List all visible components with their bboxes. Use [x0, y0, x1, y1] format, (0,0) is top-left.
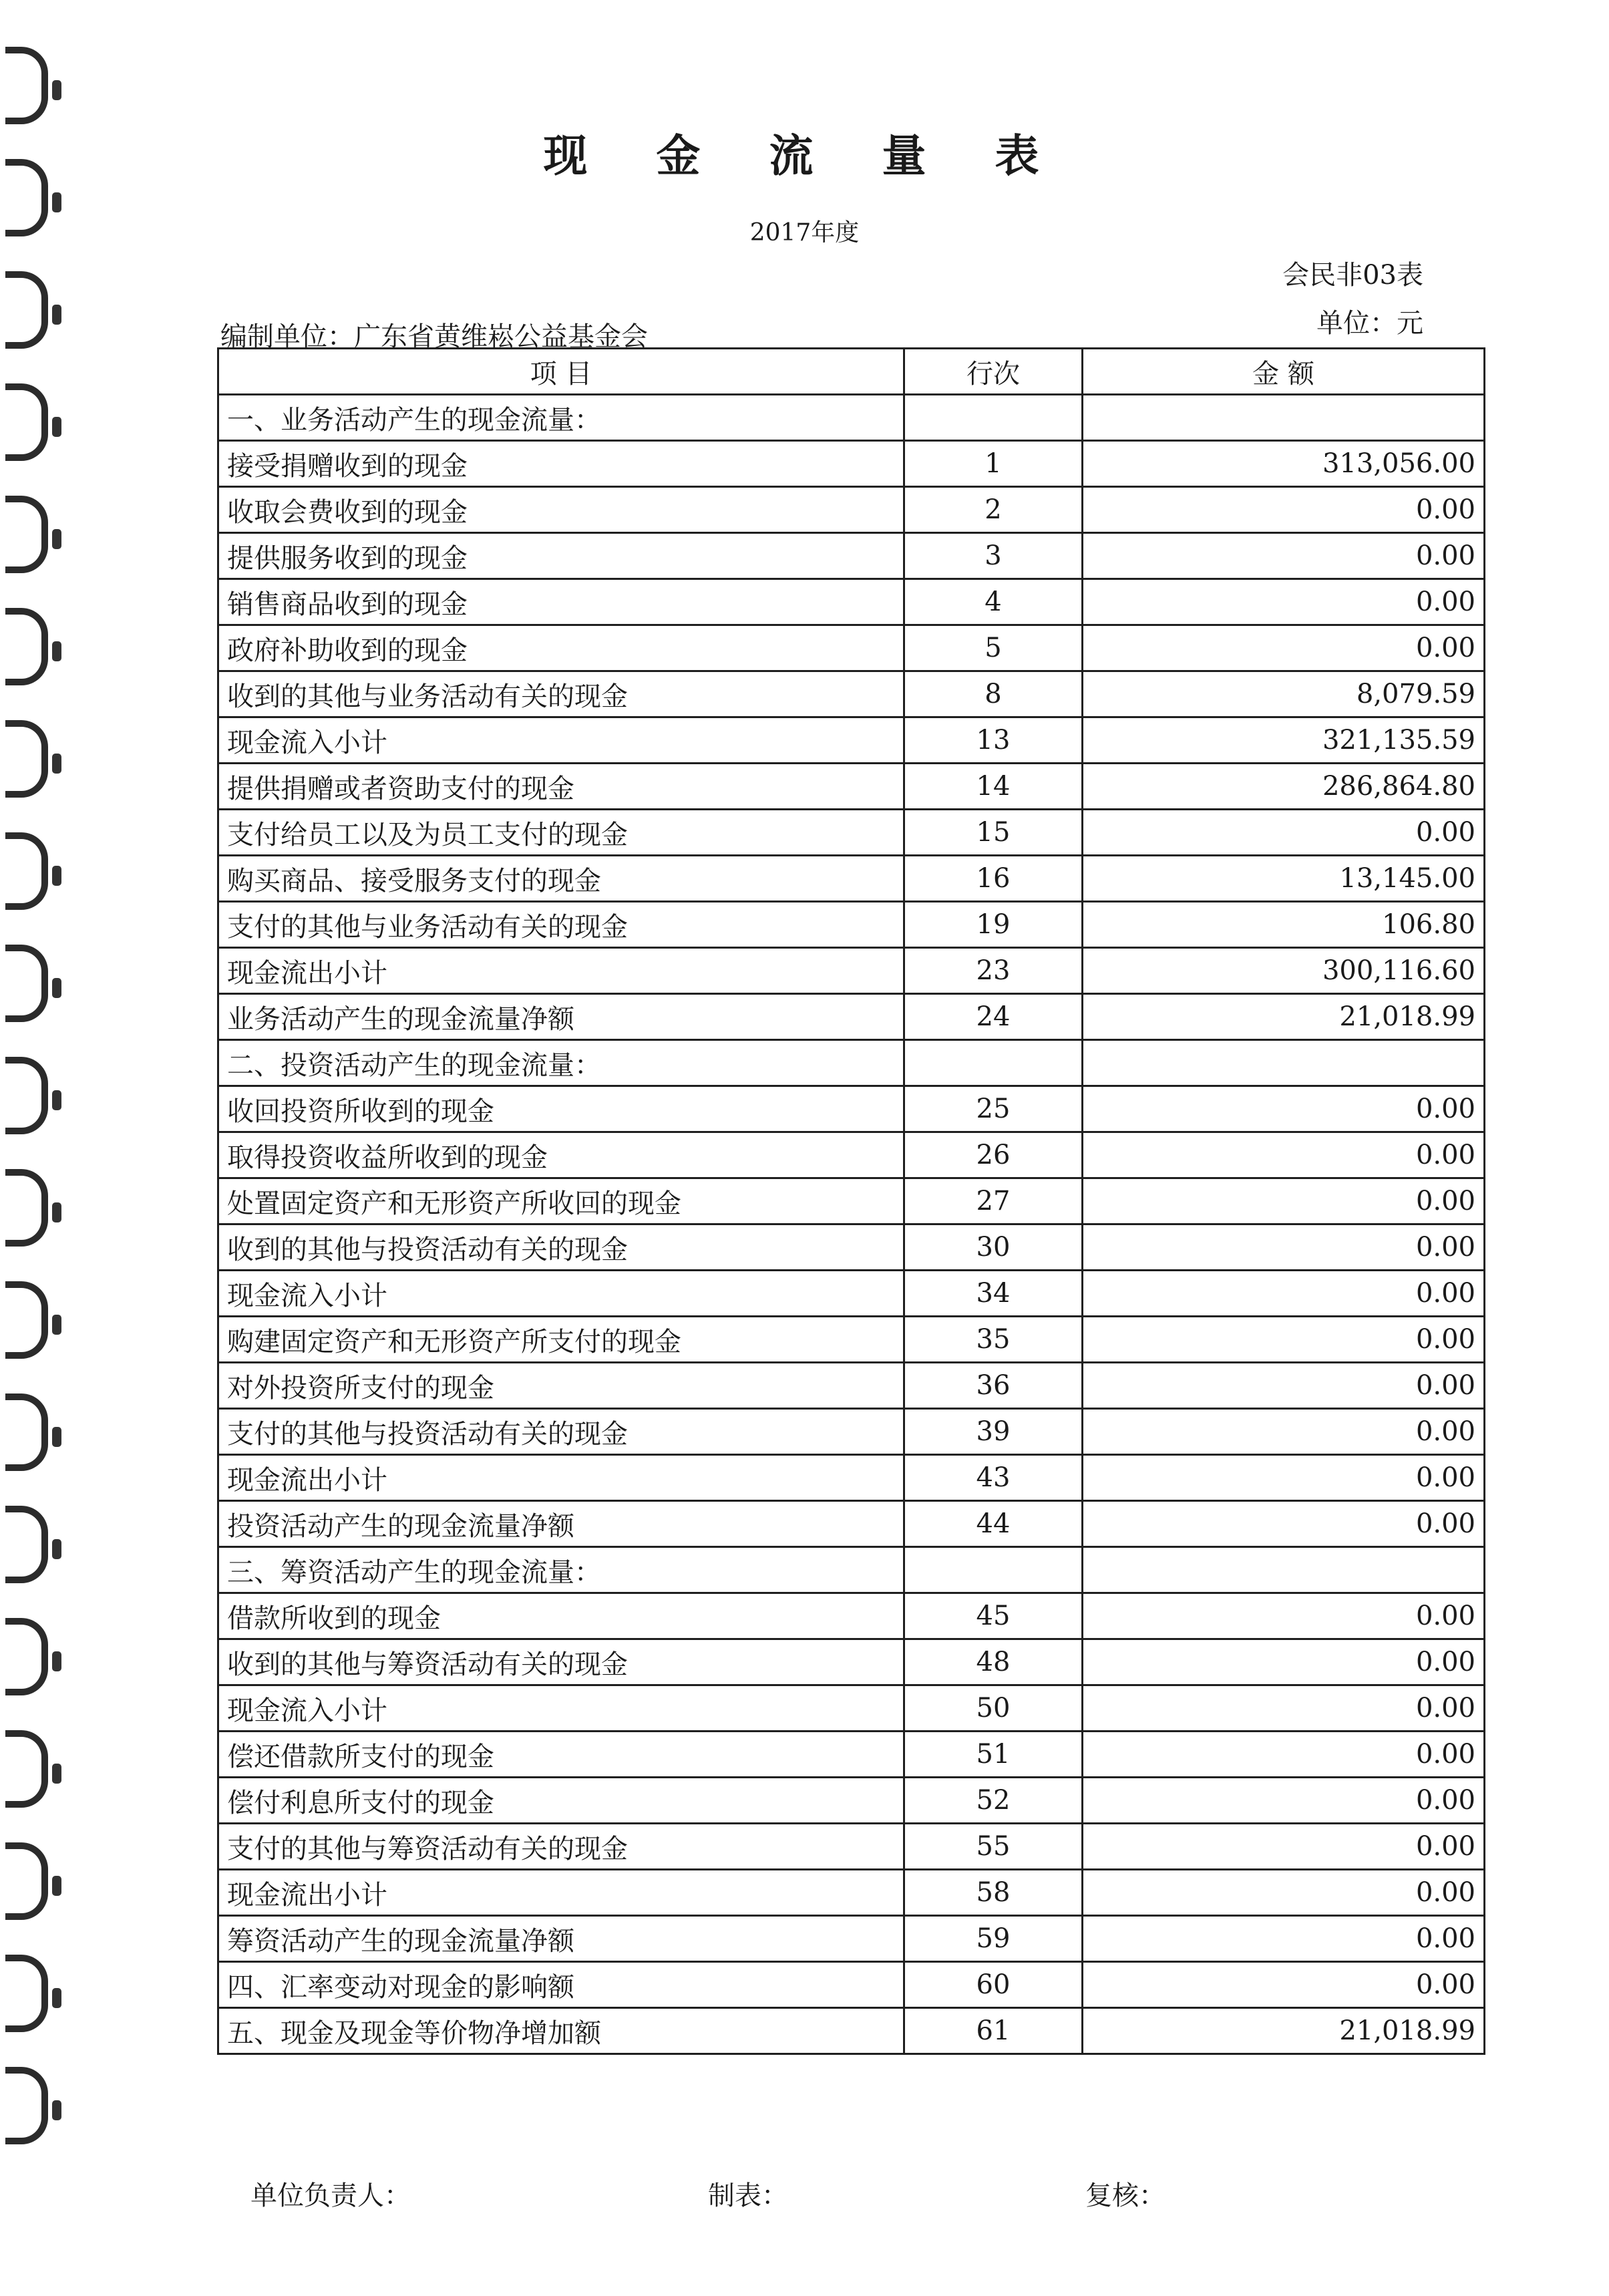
table-row — [218, 1916, 1485, 1962]
table-row — [218, 810, 1485, 856]
table-row — [218, 902, 1485, 948]
row-item: 处置固定资产和无形资产所收回的现金 — [218, 1178, 904, 1224]
table-row — [218, 1685, 1485, 1732]
row-amount: 300,116.60 — [1083, 948, 1485, 994]
row-item: 收到的其他与投资活动有关的现金 — [218, 1224, 904, 1271]
binding-coil — [5, 383, 48, 461]
row-line-number: 23 — [904, 948, 1083, 994]
table-row — [218, 994, 1485, 1040]
row-amount: 0.00 — [1083, 1639, 1485, 1685]
binding-coil — [5, 1955, 48, 2032]
row-item: 二、投资活动产生的现金流量： — [218, 1040, 904, 1086]
row-line-number: 2 — [904, 487, 1083, 533]
row-line-number: 24 — [904, 994, 1083, 1040]
table-row — [218, 1547, 1485, 1593]
binding-coil — [5, 2067, 48, 2144]
row-amount: 0.00 — [1083, 1501, 1485, 1547]
row-amount — [1083, 1547, 1485, 1593]
form-code: 会民非03表 — [1282, 260, 1423, 291]
currency-unit: 单位：元 — [1316, 308, 1423, 339]
row-amount: 313,056.00 — [1083, 441, 1485, 487]
table-body — [218, 395, 1485, 2054]
row-item: 现金流入小计 — [218, 717, 904, 764]
binding-coil — [5, 1842, 48, 1920]
row-item: 支付的其他与筹资活动有关的现金 — [218, 1824, 904, 1870]
binding-coil — [5, 496, 48, 573]
row-amount: 0.00 — [1083, 1178, 1485, 1224]
row-item: 提供服务收到的现金 — [218, 533, 904, 579]
table-row — [218, 1778, 1485, 1824]
row-item: 借款所收到的现金 — [218, 1593, 904, 1639]
table-row — [218, 948, 1485, 994]
binding-coil — [5, 47, 48, 124]
row-line-number: 36 — [904, 1363, 1083, 1409]
table-row — [218, 1363, 1485, 1409]
table-row — [218, 1086, 1485, 1132]
table-header-row — [218, 349, 1485, 395]
header-item: 项 目 — [218, 349, 904, 395]
binding-coil — [5, 271, 48, 349]
row-item: 一、业务活动产生的现金流量： — [218, 395, 904, 441]
row-line-number: 13 — [904, 717, 1083, 764]
row-item: 取得投资收益所收到的现金 — [218, 1132, 904, 1178]
row-line-number: 14 — [904, 764, 1083, 810]
table-row — [218, 1593, 1485, 1639]
row-amount: 0.00 — [1083, 1778, 1485, 1824]
header-amount: 金 额 — [1083, 349, 1485, 395]
row-item: 业务活动产生的现金流量净额 — [218, 994, 904, 1040]
row-line-number: 8 — [904, 671, 1083, 717]
row-item: 收到的其他与业务活动有关的现金 — [218, 671, 904, 717]
row-item: 现金流入小计 — [218, 1685, 904, 1732]
row-line-number: 4 — [904, 579, 1083, 625]
table-row — [218, 1639, 1485, 1685]
row-amount: 0.00 — [1083, 1132, 1485, 1178]
row-line-number: 30 — [904, 1224, 1083, 1271]
binding-coil — [5, 1281, 48, 1359]
row-amount: 0.00 — [1083, 1317, 1485, 1363]
row-item: 现金流出小计 — [218, 1455, 904, 1501]
row-amount: 21,018.99 — [1083, 994, 1485, 1040]
binding-coil — [5, 832, 48, 910]
row-line-number: 50 — [904, 1685, 1083, 1732]
row-line-number: 55 — [904, 1824, 1083, 1870]
row-item: 偿付利息所支付的现金 — [218, 1778, 904, 1824]
table-row — [218, 395, 1485, 441]
row-amount: 0.00 — [1083, 1685, 1485, 1732]
row-item: 提供捐赠或者资助支付的现金 — [218, 764, 904, 810]
row-amount: 0.00 — [1083, 1824, 1485, 1870]
row-amount: 0.00 — [1083, 625, 1485, 671]
row-amount: 0.00 — [1083, 1455, 1485, 1501]
row-amount: 106.80 — [1083, 902, 1485, 948]
row-line-number: 51 — [904, 1732, 1083, 1778]
row-line-number: 25 — [904, 1086, 1083, 1132]
row-line-number: 52 — [904, 1778, 1083, 1824]
row-amount: 0.00 — [1083, 1224, 1485, 1271]
table-row — [218, 1132, 1485, 1178]
page-title: 现 金 流 量 表 — [543, 130, 1066, 182]
row-amount: 0.00 — [1083, 1271, 1485, 1317]
table-row — [218, 441, 1485, 487]
row-line-number: 59 — [904, 1916, 1083, 1962]
row-line-number: 60 — [904, 1962, 1083, 2008]
row-item: 购建固定资产和无形资产所支付的现金 — [218, 1317, 904, 1363]
table-row — [218, 1732, 1485, 1778]
row-amount: 0.00 — [1083, 1363, 1485, 1409]
row-line-number: 48 — [904, 1639, 1083, 1685]
table-row — [218, 856, 1485, 902]
table-row — [218, 625, 1485, 671]
row-line-number: 43 — [904, 1455, 1083, 1501]
row-line-number: 34 — [904, 1271, 1083, 1317]
binding-coil — [5, 1169, 48, 1247]
row-amount: 0.00 — [1083, 533, 1485, 579]
row-item: 收到的其他与筹资活动有关的现金 — [218, 1639, 904, 1685]
row-item: 四、汇率变动对现金的影响额 — [218, 1962, 904, 2008]
binding-coil — [5, 1057, 48, 1134]
row-amount: 0.00 — [1083, 1916, 1485, 1962]
table-row — [218, 1501, 1485, 1547]
preparing-organization: 编制单位：广东省黄维崧公益基金会 — [220, 321, 648, 352]
table-row — [218, 579, 1485, 625]
row-line-number: 16 — [904, 856, 1083, 902]
table-row — [218, 1224, 1485, 1271]
row-amount: 0.00 — [1083, 487, 1485, 533]
binding-coil — [5, 608, 48, 685]
reviewer-label: 复核： — [1085, 2180, 1166, 2211]
row-line-number: 5 — [904, 625, 1083, 671]
cash-flow-table — [217, 347, 1485, 2055]
row-item: 政府补助收到的现金 — [218, 625, 904, 671]
row-item: 五、现金及现金等价物净增加额 — [218, 2008, 904, 2054]
table-row — [218, 764, 1485, 810]
row-amount: 321,135.59 — [1083, 717, 1485, 764]
row-line-number: 61 — [904, 2008, 1083, 2054]
row-amount: 0.00 — [1083, 1732, 1485, 1778]
row-item: 支付的其他与业务活动有关的现金 — [218, 902, 904, 948]
row-item: 购买商品、接受服务支付的现金 — [218, 856, 904, 902]
row-item: 收回投资所收到的现金 — [218, 1086, 904, 1132]
row-amount: 0.00 — [1083, 1086, 1485, 1132]
table-row — [218, 1824, 1485, 1870]
row-amount: 0.00 — [1083, 1409, 1485, 1455]
row-amount — [1083, 395, 1485, 441]
row-item: 支付给员工以及为员工支付的现金 — [218, 810, 904, 856]
row-amount: 0.00 — [1083, 1870, 1485, 1916]
table-row — [218, 2008, 1485, 2054]
binding-coil — [5, 1730, 48, 1808]
row-line-number: 45 — [904, 1593, 1083, 1639]
row-line-number: 35 — [904, 1317, 1083, 1363]
row-line-number — [904, 395, 1083, 441]
row-line-number: 1 — [904, 441, 1083, 487]
row-amount: 8,079.59 — [1083, 671, 1485, 717]
row-line-number: 39 — [904, 1409, 1083, 1455]
binding-coil — [5, 1618, 48, 1695]
row-line-number: 26 — [904, 1132, 1083, 1178]
row-amount: 0.00 — [1083, 579, 1485, 625]
table-row — [218, 1178, 1485, 1224]
table-row — [218, 1040, 1485, 1086]
table-row — [218, 671, 1485, 717]
table-row — [218, 717, 1485, 764]
table-row — [218, 1870, 1485, 1916]
signer-label: 单位负责人： — [250, 2180, 411, 2211]
row-line-number: 3 — [904, 533, 1083, 579]
row-item: 支付的其他与投资活动有关的现金 — [218, 1409, 904, 1455]
row-item: 现金流出小计 — [218, 948, 904, 994]
table-row — [218, 487, 1485, 533]
row-item: 投资活动产生的现金流量净额 — [218, 1501, 904, 1547]
row-item: 收取会费收到的现金 — [218, 487, 904, 533]
binding-coil — [5, 1393, 48, 1471]
binding-coil — [5, 945, 48, 1022]
binding-coil — [5, 1506, 48, 1583]
row-amount — [1083, 1040, 1485, 1086]
table-row — [218, 1271, 1485, 1317]
row-amount: 0.00 — [1083, 1593, 1485, 1639]
binding-coil — [5, 720, 48, 798]
table-row — [218, 1455, 1485, 1501]
row-amount: 13,145.00 — [1083, 856, 1485, 902]
binding-spiral — [0, 0, 100, 2296]
header-line: 行次 — [904, 349, 1083, 395]
table-row — [218, 1962, 1485, 2008]
row-item: 三、筹资活动产生的现金流量： — [218, 1547, 904, 1593]
row-amount: 0.00 — [1083, 1962, 1485, 2008]
row-item: 筹资活动产生的现金流量净额 — [218, 1916, 904, 1962]
row-line-number: 58 — [904, 1870, 1083, 1916]
row-item: 现金流入小计 — [218, 1271, 904, 1317]
row-line-number: 19 — [904, 902, 1083, 948]
row-item: 对外投资所支付的现金 — [218, 1363, 904, 1409]
row-amount: 0.00 — [1083, 810, 1485, 856]
row-amount: 21,018.99 — [1083, 2008, 1485, 2054]
table-row — [218, 1409, 1485, 1455]
row-amount: 286,864.80 — [1083, 764, 1485, 810]
report-period: 2017年度 — [749, 219, 860, 247]
row-line-number — [904, 1040, 1083, 1086]
preparer-label: 制表： — [708, 2180, 788, 2211]
row-line-number: 27 — [904, 1178, 1083, 1224]
table-row — [218, 1317, 1485, 1363]
row-item: 接受捐赠收到的现金 — [218, 441, 904, 487]
row-line-number: 15 — [904, 810, 1083, 856]
row-item: 偿还借款所支付的现金 — [218, 1732, 904, 1778]
row-item: 现金流出小计 — [218, 1870, 904, 1916]
row-item: 销售商品收到的现金 — [218, 579, 904, 625]
row-line-number — [904, 1547, 1083, 1593]
table-row — [218, 533, 1485, 579]
row-line-number: 44 — [904, 1501, 1083, 1547]
